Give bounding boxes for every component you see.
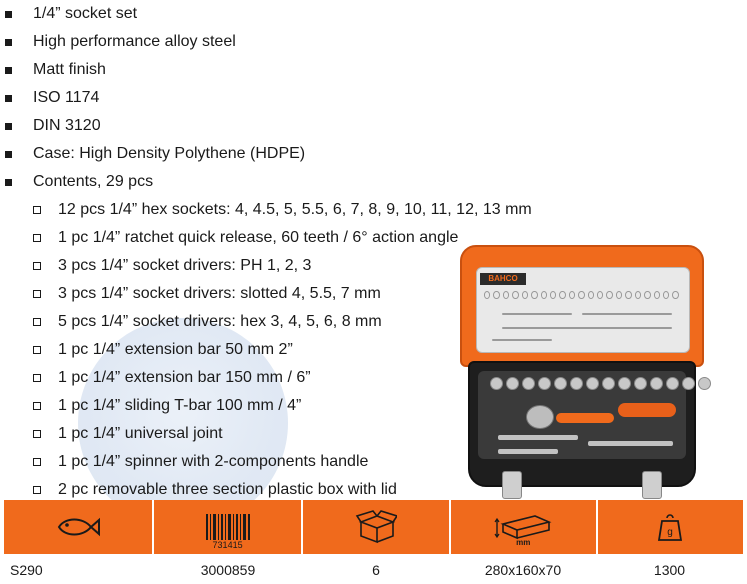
bullet-outline-square-icon bbox=[33, 318, 41, 326]
ratchet-icon bbox=[526, 405, 554, 429]
barcode-icon bbox=[206, 514, 250, 540]
package-dimensions: 280x160x70 bbox=[484, 562, 562, 578]
content-item: 1 pc 1/4” ratchet quick release, 60 teeth / 6° action angle bbox=[33, 228, 458, 248]
feature-item: DIN 3120 bbox=[5, 116, 101, 136]
feature-item: 1/4” socket set bbox=[5, 4, 137, 24]
bullet-outline-square-icon bbox=[33, 262, 41, 270]
bullet-outline-square-icon bbox=[33, 206, 41, 214]
bullet-outline-square-icon bbox=[33, 458, 41, 466]
content-item: 3 pcs 1/4” socket drivers: PH 1, 2, 3 bbox=[33, 256, 311, 276]
bullet-square-icon bbox=[5, 179, 12, 186]
bullet-square-icon bbox=[5, 39, 12, 46]
bullet-square-icon bbox=[5, 67, 12, 74]
feature-item: ISO 1174 bbox=[5, 88, 99, 108]
content-item: 1 pc 1/4” sliding T-bar 100 mm / 4” bbox=[33, 396, 301, 416]
content-item: 1 pc 1/4” extension bar 50 mm 2” bbox=[33, 340, 293, 360]
bullet-outline-square-icon bbox=[33, 346, 41, 354]
bullet-outline-square-icon bbox=[33, 486, 41, 494]
spinner-handle-icon bbox=[618, 403, 676, 417]
bullet-square-icon bbox=[5, 123, 12, 130]
content-item: 1 pc 1/4” universal joint bbox=[33, 424, 223, 444]
bullet-outline-square-icon bbox=[33, 290, 41, 298]
bullet-outline-square-icon bbox=[33, 374, 41, 382]
content-item: 12 pcs 1/4” hex sockets: 4, 4.5, 5, 5.5, 6, 7, 8, 9, 10, 11, 12, 13 mm bbox=[33, 200, 532, 220]
content-item: 1 pc 1/4” extension bar 150 mm / 6” bbox=[33, 368, 311, 388]
content-item: 2 pc removable three section plastic box with lid bbox=[33, 480, 397, 500]
feature-item: Case: High Density Polythene (HDPE) bbox=[5, 144, 305, 164]
weight-icon bbox=[658, 513, 682, 541]
case-lid bbox=[460, 245, 704, 367]
content-item: 1 pc 1/4” spinner with 2-components handle bbox=[33, 452, 368, 472]
barcode-number: 731415 bbox=[212, 540, 243, 550]
case-base bbox=[468, 361, 696, 487]
pack-quantity: 6 bbox=[372, 562, 380, 578]
feature-item: High performance alloy steel bbox=[5, 32, 236, 52]
bullet-square-icon bbox=[5, 11, 12, 18]
bullet-square-icon bbox=[5, 151, 12, 158]
package-weight: 1300 bbox=[653, 562, 686, 578]
bullet-outline-square-icon bbox=[33, 430, 41, 438]
box-icon bbox=[355, 510, 397, 544]
bullet-square-icon bbox=[5, 95, 12, 102]
ean-number: 3000859 bbox=[200, 562, 256, 578]
spec-values-row bbox=[4, 559, 743, 581]
bullet-outline-square-icon bbox=[33, 402, 41, 410]
spec-icon-strip bbox=[4, 500, 743, 554]
feature-item: Matt finish bbox=[5, 60, 106, 80]
dimension-unit: mm bbox=[516, 538, 531, 547]
bullet-outline-square-icon bbox=[33, 234, 41, 242]
model-number: S290 bbox=[10, 562, 43, 578]
feature-item: Contents, 29 pcs bbox=[5, 172, 153, 192]
content-item: 3 pcs 1/4” socket drivers: slotted 4, 5.5, 7 mm bbox=[33, 284, 381, 304]
brand-label: BAHCO bbox=[480, 273, 526, 285]
content-item: 5 pcs 1/4” socket drivers: hex 3, 4, 5, 6, 8 mm bbox=[33, 312, 382, 332]
fish-icon bbox=[55, 514, 101, 540]
product-image bbox=[460, 245, 700, 500]
svg-text:g: g bbox=[667, 527, 674, 538]
